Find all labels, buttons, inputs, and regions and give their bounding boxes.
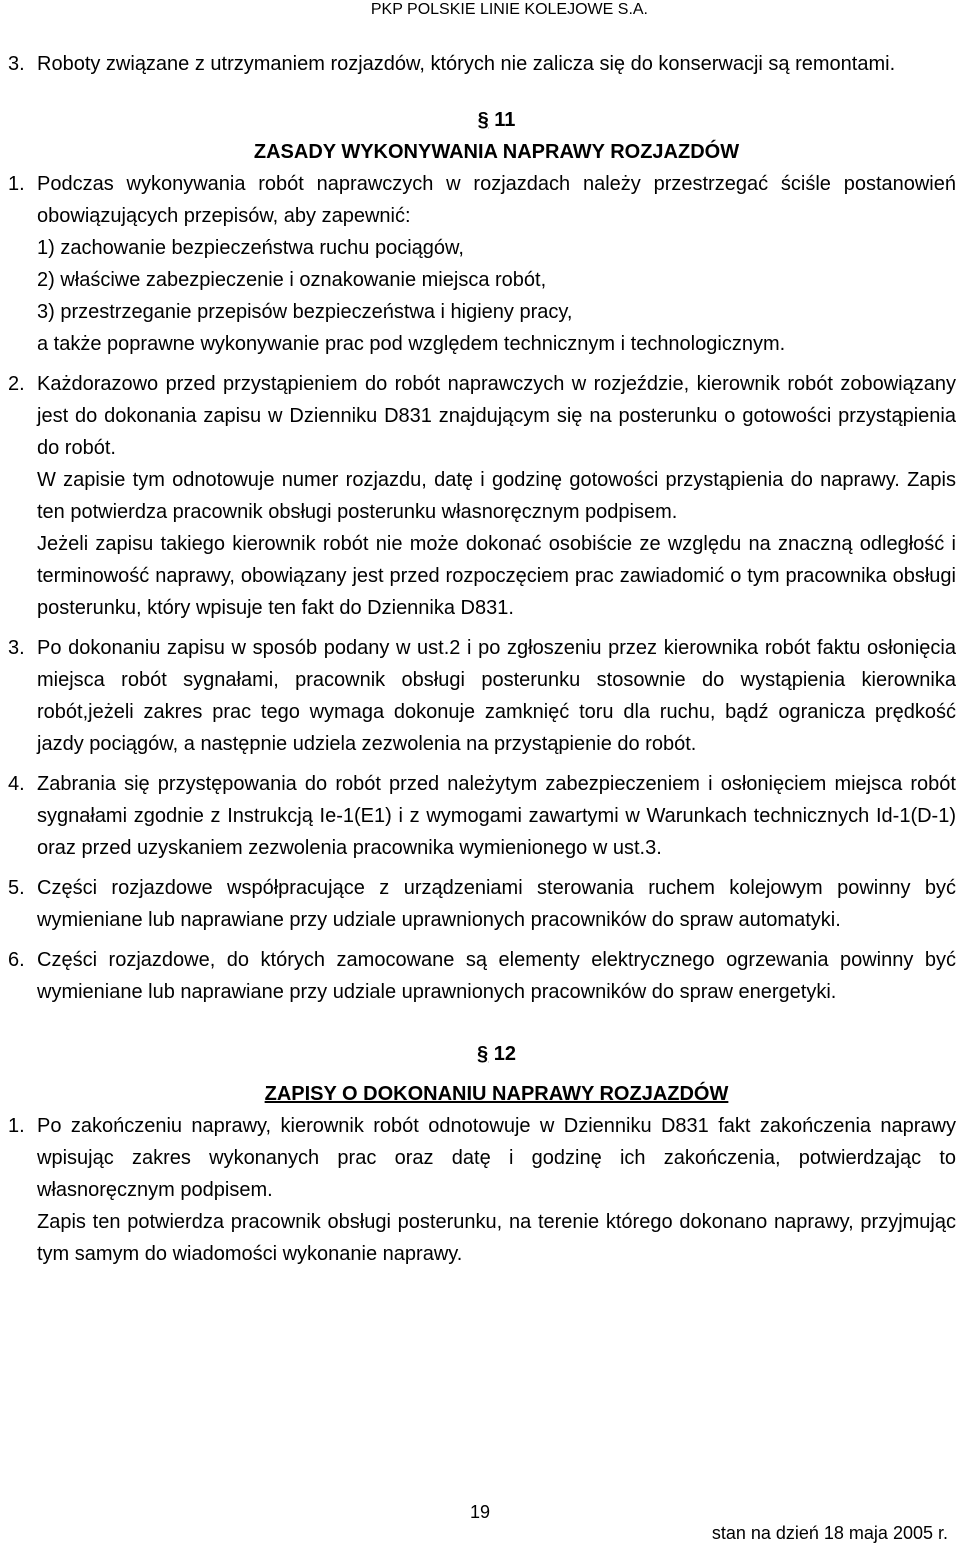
paragraph-item	[8, 632, 956, 760]
item-paragraph: Zapis ten potwierdza pracownik obsługi posterunku, na terenie którego dokonano naprawy, przyjmując tym samym do wiadomości wykonanie naprawy.	[37, 1211, 956, 1265]
item-text: Części rozjazdowe współpracujące z urządzeniami sterowania ruchem kolejowym powinny być wymieniane lub naprawiane przy udziale uprawnionych pracowników do spraw automatyki.	[37, 877, 956, 931]
paragraph-item	[8, 48, 956, 80]
document-body	[8, 48, 956, 1270]
item-number: 1.	[8, 1115, 25, 1137]
item-body	[37, 168, 956, 360]
item-text: Zabrania się przystępowania do robót przed należytym zabezpieczeniem i osłonięciem miejsca robót sygnałami zgodnie z Instrukcją Ie-1(E1) i z wymogami zawartymi w Warunkach technicznych Id-1(D-1) oraz przed uzyskaniem zezwolenia pracownika wymienionego w ust.3.	[37, 773, 956, 859]
item-intro: Podczas wykonywania robót naprawczych w rozjazdach należy przestrzegać ściśle postanowień obowiązujących przepisów, aby zapewnić:	[37, 173, 956, 227]
paragraph-item	[8, 168, 956, 360]
item-body	[37, 368, 956, 624]
section-heading	[37, 1038, 956, 1070]
item-number: 1.	[8, 173, 25, 195]
section-heading	[37, 104, 956, 136]
item-text: Części rozjazdowe, do których zamocowane są elementy elektrycznego ogrzewania powinny być wymieniane lub naprawiane przy udziale uprawnionych pracowników do spraw energetyki.	[37, 949, 956, 1003]
item-number: 2.	[8, 373, 25, 395]
section-sign: §	[477, 1043, 489, 1065]
section-number: 12	[493, 1043, 516, 1065]
section-number: 11	[494, 109, 516, 131]
paragraph-item	[8, 368, 956, 624]
item-number: 5.	[8, 877, 25, 899]
item-number: 3.	[8, 637, 25, 659]
paragraph-item	[8, 944, 956, 1008]
sub-item: 2) właściwe zabezpieczenie i oznakowanie miejsca robót,	[37, 269, 547, 291]
item-paragraph: Po zakończeniu naprawy, kierownik robót odnotowuje w Dzienniku D831 fakt zakończenia naprawy wpisując zakres wykonanych prac oraz datę i godzinę ich zakończenia, potwierdzając to własnoręcznym podpisem.	[37, 1115, 956, 1201]
item-body	[37, 1110, 956, 1270]
section-sign: §	[477, 109, 489, 131]
section-title	[37, 1078, 956, 1110]
item-number: 3.	[8, 53, 25, 75]
paragraph-item	[8, 1110, 956, 1270]
item-number: 6.	[8, 949, 25, 971]
item-text: Roboty związane z utrzymaniem rozjazdów, których nie zalicza się do konserwacji są remontami.	[37, 53, 896, 75]
footer-date: stan na dzień 18 maja 2005 r.	[711, 1523, 948, 1543]
page-number: 19	[469, 1502, 491, 1522]
item-number: 4.	[8, 773, 25, 795]
document-header: PKP POLSKIE LINIE KOLEJOWE S.A.	[370, 1, 648, 18]
item-paragraph: W zapisie tym odnotowuje numer rozjazdu, datę i godzinę gotowości przystąpienia do naprawy. Zapis ten potwierdza pracownik obsługi posterunku własnoręcznym podpisem.	[37, 469, 956, 523]
section-title: ZASADY WYKONYWANIA NAPRAWY ROZJAZDÓW	[253, 141, 740, 163]
item-paragraph: Każdorazowo przed przystąpieniem do robót naprawczych w rozjeździe, kierownik robót zobowiązany jest do dokonania zapisu w Dzienniku D831 znajdującym się na posterunku o gotowości przystąpienia do robót.	[37, 373, 956, 459]
paragraph-item	[8, 872, 956, 936]
item-text: Po dokonaniu zapisu w sposób podany w ust.2 i po zgłoszeniu przez kierownika robót faktu osłonięcia miejsca robót sygnałami, pracownik obsługi posterunku stosownie do wystąpienia kierownika robót,jeżeli zakres prac tego wymaga dokonuje zamknięć toru dla ruchu, bądź ogranicza prędkość jazdy pociągów, a następnie udziela zezwolenia na przystąpienie do robót.	[37, 637, 956, 755]
sub-item: 3) przestrzeganie przepisów bezpieczeństwa i higieny pracy,	[37, 301, 573, 323]
item-paragraph: Jeżeli zapisu takiego kierownik robót nie może dokonać osobiście ze względu na znaczną odległość i terminowość naprawy, obowiązany jest przed rozpoczęciem prac zawiadomić o tym pracownika obsługi posterunku, który wpisuje ten fakt do Dziennika D831.	[37, 533, 956, 619]
paragraph-item	[8, 768, 956, 864]
section-title-text: ZAPISY O DOKONANIU NAPRAWY ROZJAZDÓW	[264, 1083, 729, 1105]
item-outro: a także poprawne wykonywanie prac pod względem technicznym i technologicznym.	[37, 333, 786, 355]
sub-item: 1) zachowanie bezpieczeństwa ruchu pociągów,	[37, 237, 464, 259]
